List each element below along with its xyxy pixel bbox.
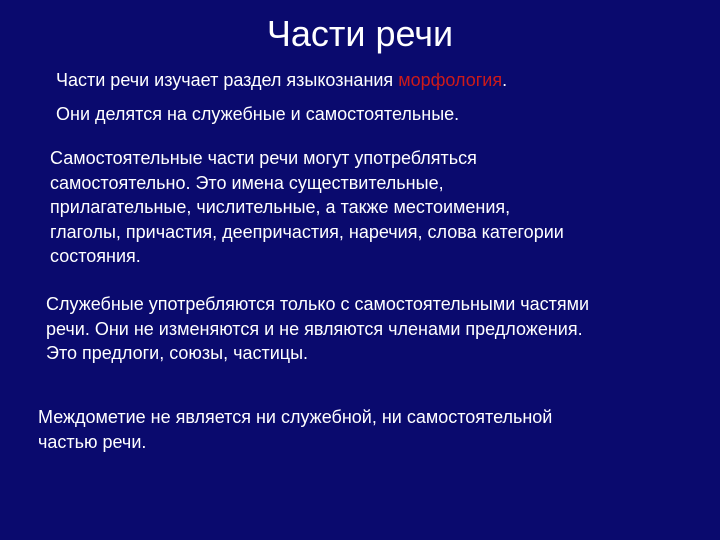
morphology-term: морфология [398,70,503,90]
paragraph-line: Междометие не является ни служебной, ни самостоятельной [38,407,553,427]
morphology-line-end: . [502,70,508,90]
paragraph-line: речи. Они не изменяются и не являются членами предложения. [46,318,583,339]
slide-title-text: Части речи [266,13,454,54]
division-line-text: Они делятся на служебные и самостоятельные. [56,104,460,124]
paragraph-line: частью речи. [38,431,147,452]
function-parts-paragraph [46,292,589,366]
interjection-paragraph [38,405,552,454]
paragraph-line: состояния. [50,246,141,266]
paragraph-line: Самостоятельные части речи могут употребляться [50,148,477,168]
paragraph-line: самостоятельно. Это имена существительные, [50,172,444,193]
paragraph-line: глаголы, причастия, деепричастия, наречия, слова категории [50,221,564,242]
morphology-line [56,68,507,92]
morphology-line-text: Части речи изучает раздел языкознания [56,70,399,90]
paragraph-line: прилагательные, числительные, а также местоимения, [50,197,511,217]
division-line [56,102,459,126]
paragraph-line: Это предлоги, союзы, частицы. [46,343,309,363]
independent-parts-paragraph [50,146,564,269]
slide-title [0,12,720,56]
paragraph-line: Служебные употребляются только с самостоятельными частями [46,294,590,314]
